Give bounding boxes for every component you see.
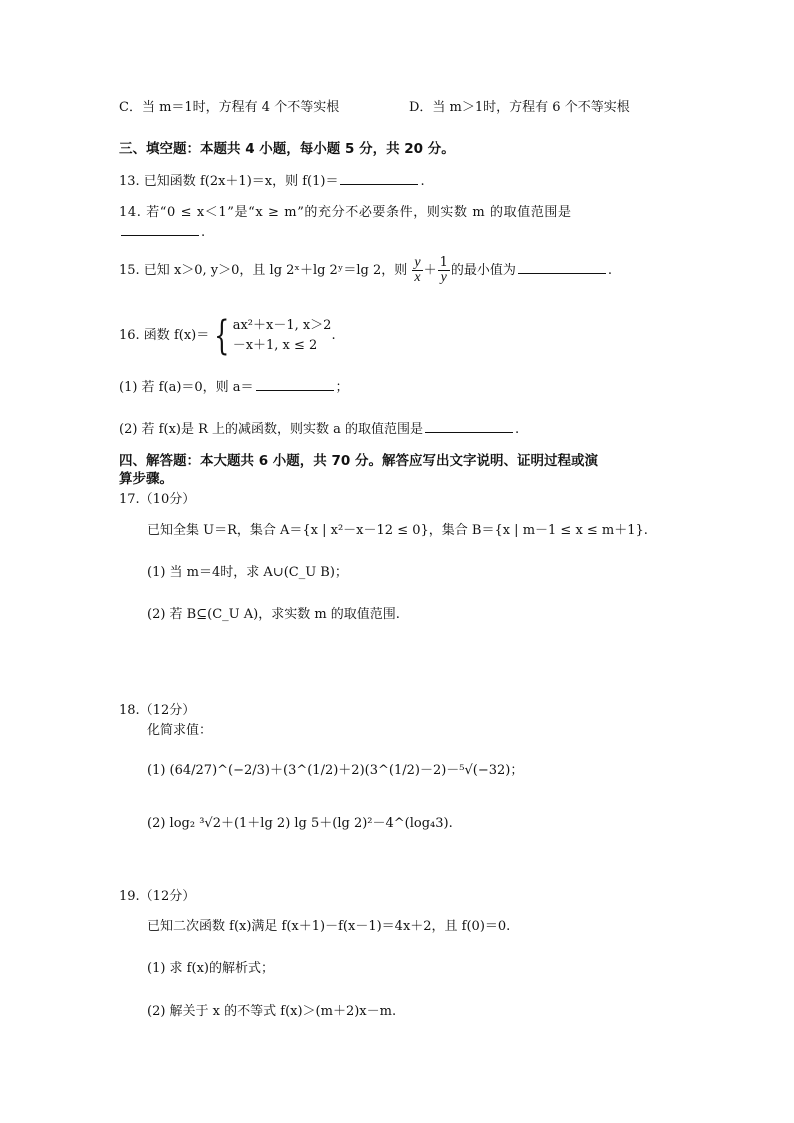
- answer-blank: [518, 260, 606, 274]
- question-17-part-1: (1) 当 m＝4时，求 A∪(C_U B)；: [147, 565, 348, 580]
- fraction-one-over-y: $\frac{1}{y}$: [439, 255, 448, 285]
- answer-blank: [425, 419, 513, 433]
- question-14-line2: .: [119, 222, 205, 242]
- question-16-part-2-text: (2) 若 f(x)是 R 上的减函数，则实数 a 的取值范围是: [119, 422, 424, 437]
- question-19-stem: 已知二次函数 f(x)满足 f(x＋1)－f(x－1)＝4x＋2，且 f(0)＝0.: [147, 919, 511, 934]
- piecewise-cases: [233, 316, 332, 356]
- question-15-text: 15. 已知 x＞0, y＞0，且 lg 2ˣ＋lg 2ʸ＝lg 2，则: [119, 263, 408, 278]
- question-14-line1: 14. 若“0 ≤ x＜1”是“x ≥ m”的充分不必要条件，则实数 m 的取值范围是: [119, 205, 572, 220]
- question-17-header: 17.（10分）: [119, 492, 196, 507]
- answer-blank: [256, 377, 334, 391]
- question-18-part-2: (2) log₂ ³√2＋(1＋lg 2) lg 5＋(lg 2)²－4^(log₄3).: [147, 816, 453, 831]
- case-brace: {: [214, 313, 230, 359]
- question-16-part-1: (1) 若 f(a)＝0，则 a＝ ；: [119, 377, 349, 397]
- question-16-part-1-text: (1) 若 f(a)＝0，则 a＝: [119, 380, 254, 395]
- case-1: ax²＋x－1, x＞2: [232, 318, 332, 333]
- question-17-part-2: (2) 若 B⊆(C_U A)，求实数 m 的取值范围.: [147, 607, 400, 622]
- question-15: 15. 已知 x＞0, y＞0，且 lg 2ˣ＋lg 2ʸ＝lg 2，则 $\frac{y}{x}$ ＋ $\frac{1}{y}$ 的最小值为 .: [119, 255, 613, 285]
- question-16-part-2: (2) 若 f(x)是 R 上的减函数，则实数 a 的取值范围是 .: [119, 419, 519, 439]
- question-18-header: 18.（12分）: [119, 703, 196, 718]
- question-15-tail: 的最小值为: [450, 263, 516, 278]
- section-4-heading-line1: 四、解答题：本大题共 6 小题，共 70 分。解答应写出文字说明、证明过程或演: [119, 453, 598, 469]
- question-13: 13. 已知函数 f(2x＋1)＝x，则 f(1)＝ .: [119, 171, 425, 191]
- option-c: C．当 m＝1时，方程有 4 个不等实根: [119, 100, 340, 115]
- answer-blank: [121, 222, 199, 236]
- section-3-heading: 三、填空题：本题共 4 小题，每小题 5 分，共 20 分。: [119, 141, 455, 157]
- case-2: －x＋1, x ≤ 2: [232, 338, 318, 353]
- answer-blank: [340, 171, 418, 185]
- question-19-header: 19.（12分）: [119, 889, 196, 904]
- question-18-stem: 化简求值：: [147, 723, 213, 738]
- question-13-text: 13. 已知函数 f(2x＋1)＝x，则 f(1)＝: [119, 174, 339, 189]
- question-19-part-2: (2) 解关于 x 的不等式 f(x)＞(m＋2)x－m.: [147, 1004, 397, 1019]
- question-19-part-1: (1) 求 f(x)的解析式；: [147, 961, 274, 976]
- fraction-y-over-x: $\frac{y}{x}$: [414, 255, 421, 285]
- question-16: 16. 函数 f(x)＝ { ax²＋x－1, x＞2 －x＋1, x ≤ 2 .: [119, 313, 336, 359]
- section-4-heading-line2: 算步骤。: [119, 471, 173, 487]
- question-17-stem: 已知全集 U＝R，集合 A＝{x | x²－x－12 ≤ 0}，集合 B＝{x | m－1 ≤ x ≤ m＋1}.: [147, 523, 648, 538]
- question-16-text: 16. 函数 f(x)＝: [119, 328, 210, 343]
- option-d: D．当 m＞1时，方程有 6 个不等实根: [409, 100, 630, 115]
- question-18-part-1: (1) (64/27)^(−2/3)＋(3^(1/2)＋2)(3^(1/2)－2)－⁵√(−32)；: [147, 763, 524, 778]
